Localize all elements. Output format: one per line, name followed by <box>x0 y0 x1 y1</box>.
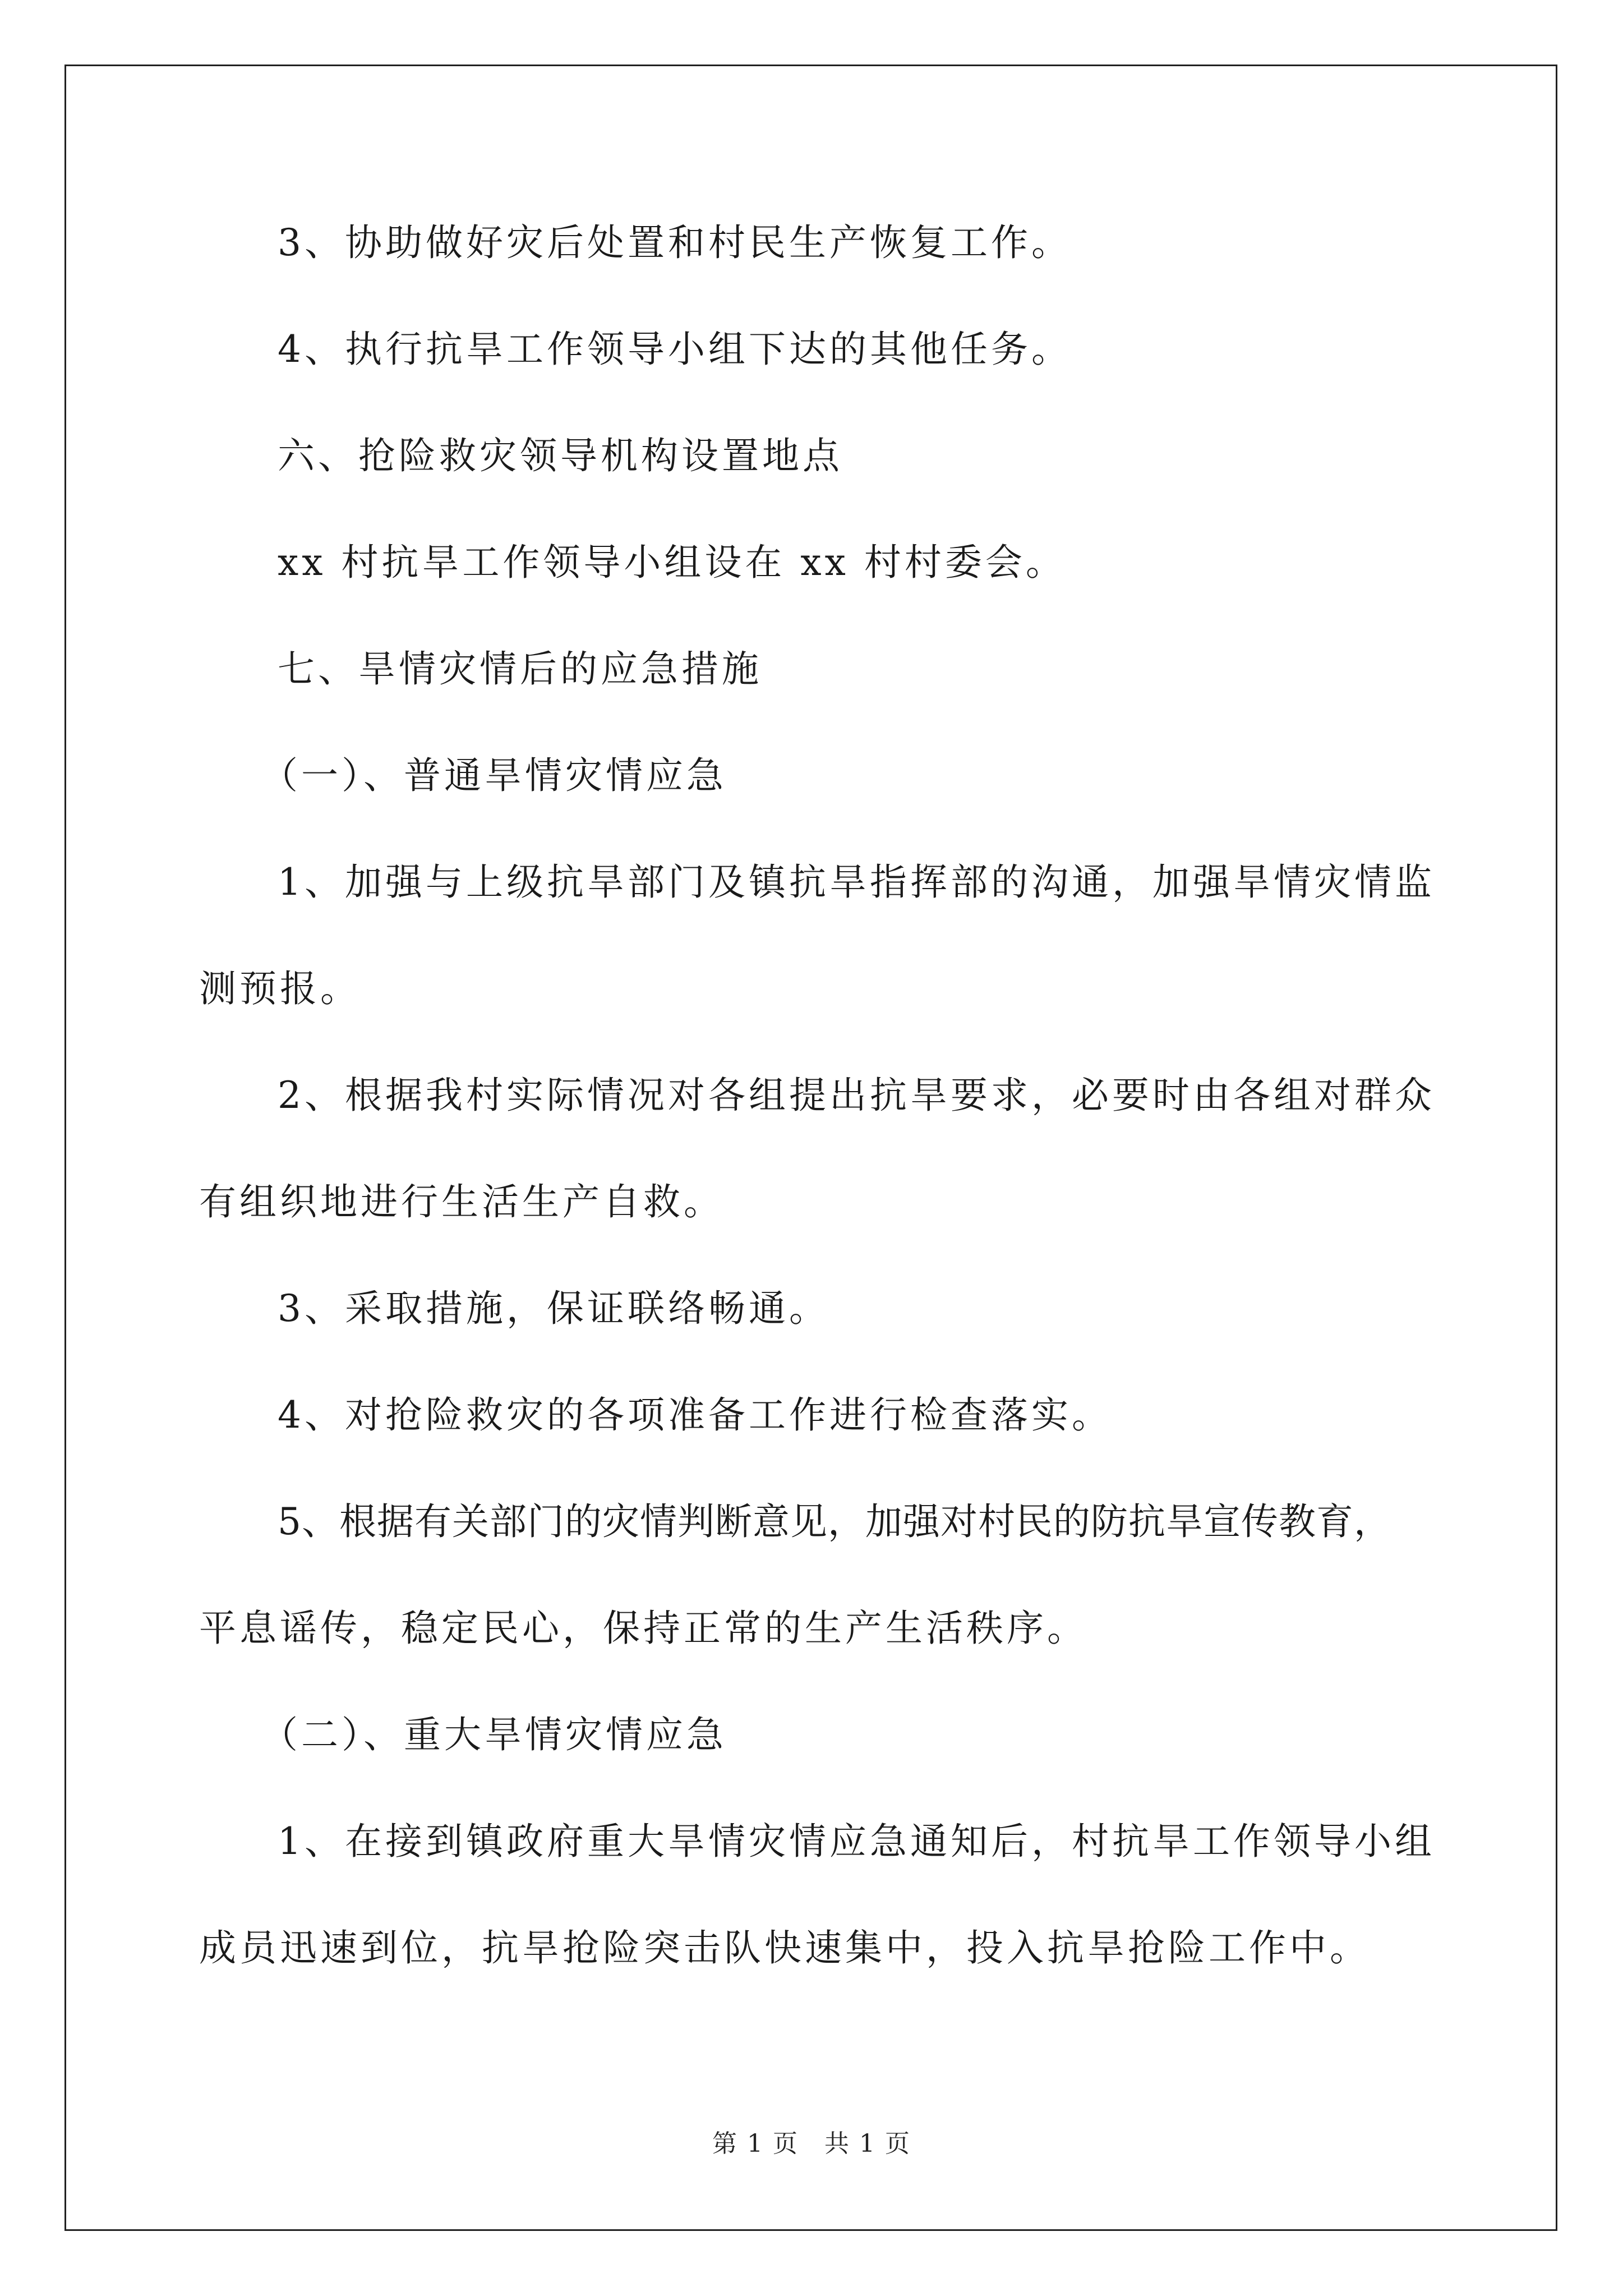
paragraph-item-5-line-1: 5、根据有关部门的灾情判断意见，加强对村民的防抗旱宣传教育， <box>278 1500 1391 1543</box>
paragraph-item-1-line-2: 测预报。 <box>199 967 361 1010</box>
subsection-heading-2: （二）、重大旱情灾情应急 <box>261 1713 727 1756</box>
paragraph-location: xx 村抗旱工作领导小组设在 xx 村村委会。 <box>278 541 1066 584</box>
section-heading-7: 七、旱情灾情后的应急措施 <box>278 647 762 691</box>
paragraph-2: 4、执行抗旱工作领导小组下达的其他任务。 <box>278 328 1072 371</box>
paragraph-item-3: 3、采取措施，保证联络畅通。 <box>278 1287 829 1330</box>
page-number-footer: 第 1 页 共 1 页 <box>712 2129 911 2158</box>
paragraph-item-1-line-1: 1、加强与上级抗旱部门及镇抗旱指挥部的沟通，加强旱情灾情监 <box>278 861 1435 904</box>
paragraph-item-5-line-2: 平息谣传，稳定民心，保持正常的生产生活秩序。 <box>199 1607 1087 1650</box>
section-heading-6: 六、抢险救灾领导机构设置地点 <box>278 434 843 477</box>
page-border <box>64 65 1557 2231</box>
paragraph-major-1-line-1: 1、在接到镇政府重大旱情灾情应急通知后，村抗旱工作领导小组 <box>278 1820 1435 1863</box>
paragraph-item-2-line-2: 有组织地进行生活生产自救。 <box>199 1180 724 1223</box>
paragraph-item-2-line-1: 2、根据我村实际情况对各组提出抗旱要求，必要时由各组对群众 <box>278 1074 1435 1117</box>
paragraph-1: 3、协助做好灾后处置和村民生产恢复工作。 <box>278 221 1072 264</box>
subsection-heading-1: （一）、普通旱情灾情应急 <box>261 754 727 797</box>
paragraph-item-4: 4、对抢险救灾的各项准备工作进行检查落实。 <box>278 1393 1112 1437</box>
paragraph-major-1-line-2: 成员迅速到位，抗旱抢险突击队快速集中，投入抗旱抢险工作中。 <box>199 1926 1370 1970</box>
